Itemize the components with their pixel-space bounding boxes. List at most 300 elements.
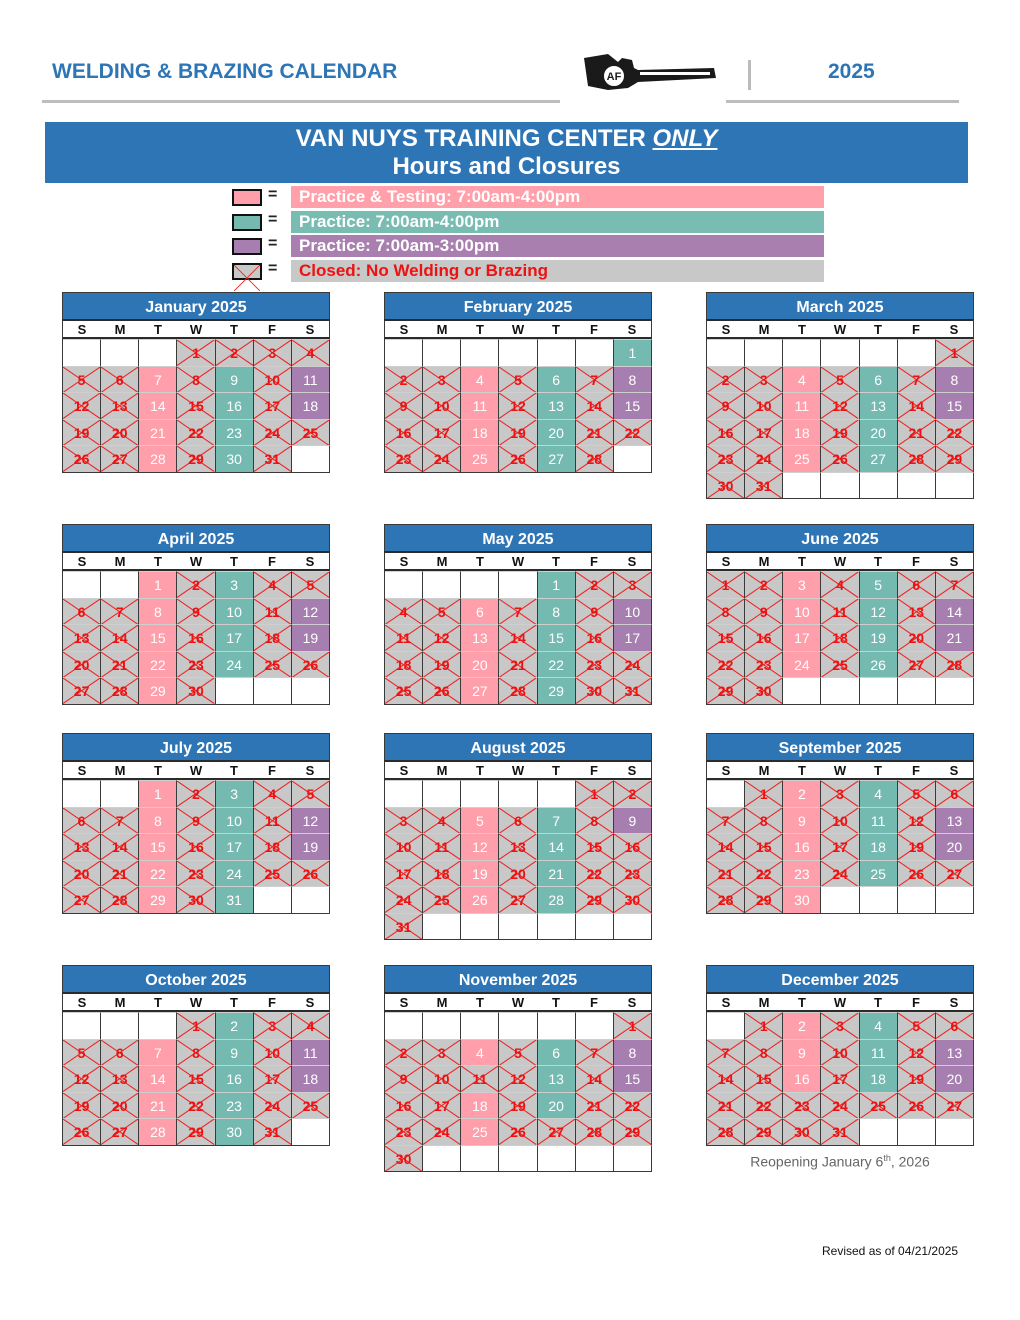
day-number: 30	[226, 451, 242, 467]
weekday-header	[384, 992, 652, 1012]
empty-day-cell	[101, 1012, 139, 1039]
day-number: 30	[188, 683, 204, 699]
day-cell-teal	[860, 624, 898, 651]
day-number: 28	[150, 1124, 166, 1140]
day-number: 11	[870, 1044, 886, 1061]
empty-day-cell	[614, 445, 652, 472]
day-cell-pink	[461, 419, 499, 446]
day-cell-closed	[936, 339, 974, 366]
day-number: 7	[590, 371, 599, 388]
weekday-label: F	[268, 995, 276, 1010]
empty-day-cell	[423, 1012, 461, 1039]
legend	[228, 185, 824, 283]
day-cell-teal	[860, 571, 898, 598]
day-number: 15	[755, 839, 772, 855]
day-cell-closed	[177, 651, 215, 678]
weekday-label: W	[511, 554, 525, 569]
day-cell-closed	[63, 366, 101, 393]
day-number: 6	[475, 603, 484, 620]
day-cell-closed	[898, 1012, 936, 1039]
month-days	[384, 339, 652, 473]
day-number: 15	[188, 1071, 204, 1087]
day-number: 10	[624, 603, 641, 620]
day-cell-closed	[576, 807, 614, 834]
day-number: 24	[226, 656, 242, 673]
day-number: 7	[115, 812, 124, 829]
day-cell-closed	[101, 677, 139, 704]
weekday-label: S	[721, 763, 731, 778]
day-number: 24	[832, 1097, 848, 1114]
day-cell-closed	[499, 886, 537, 913]
day-cell-pink	[461, 677, 499, 704]
weekday-label: S	[77, 554, 87, 569]
day-cell-pink	[461, 624, 499, 651]
weekday-label: S	[77, 322, 87, 337]
day-number: 25	[302, 1097, 319, 1114]
day-number: 26	[433, 683, 450, 699]
day-number: 1	[628, 1018, 637, 1034]
day-cell-closed	[576, 366, 614, 393]
empty-day-cell	[936, 677, 974, 704]
day-number: 19	[302, 630, 319, 646]
day-number: 13	[908, 603, 925, 620]
day-cell-closed	[177, 445, 215, 472]
day-cell-purple	[936, 833, 974, 860]
day-cell-closed	[821, 860, 859, 887]
empty-day-cell	[860, 472, 898, 499]
day-number: 3	[836, 1018, 844, 1034]
day-number: 3	[230, 577, 239, 593]
day-number: 9	[399, 1071, 408, 1087]
day-cell-closed	[745, 1065, 783, 1092]
day-number: 4	[268, 577, 277, 593]
day-cell-closed	[254, 366, 292, 393]
day-cell-closed	[177, 571, 215, 598]
day-number: 10	[832, 1044, 848, 1061]
day-cell-closed	[63, 807, 101, 834]
day-cell-purple	[614, 624, 652, 651]
day-number: 1	[552, 577, 561, 593]
day-number: 4	[797, 371, 806, 388]
day-cell-teal	[216, 366, 254, 393]
day-number: 10	[264, 1044, 281, 1061]
day-number: 21	[717, 1097, 734, 1114]
day-number: 9	[797, 1044, 806, 1061]
day-cell-closed	[936, 419, 974, 446]
weekday-label: M	[758, 322, 770, 337]
day-cell-closed	[461, 1065, 499, 1092]
month-title: November 2025	[384, 965, 652, 992]
day-number: 5	[475, 812, 484, 829]
day-number: 8	[628, 371, 637, 388]
day-number: 22	[624, 1097, 641, 1114]
day-number: 9	[797, 812, 806, 829]
day-number: 31	[624, 683, 641, 699]
day-number: 26	[472, 892, 488, 908]
day-cell-closed	[707, 677, 745, 704]
day-number: 2	[399, 1044, 408, 1061]
month-days	[706, 571, 974, 705]
day-number: 18	[302, 398, 319, 414]
day-number: 11	[434, 839, 450, 855]
day-cell-closed	[423, 886, 461, 913]
month-title: December 2025	[706, 965, 974, 992]
banner-emphasis: ONLY	[652, 125, 718, 152]
day-cell-teal	[538, 366, 576, 393]
empty-day-cell	[499, 1145, 537, 1172]
day-number: 9	[628, 812, 637, 829]
empty-day-cell	[423, 913, 461, 940]
day-cell-closed	[101, 445, 139, 472]
day-number: 19	[73, 1097, 90, 1114]
day-cell-closed	[385, 860, 423, 887]
day-number: 15	[624, 398, 641, 414]
day-cell-pink	[783, 366, 821, 393]
day-number: 4	[399, 603, 408, 620]
day-cell-closed	[499, 1118, 537, 1145]
day-number: 2	[759, 577, 768, 593]
day-cell-closed	[101, 1118, 139, 1145]
day-number: 31	[395, 918, 412, 935]
day-cell-pink	[783, 598, 821, 625]
empty-day-cell	[499, 913, 537, 940]
day-number: 20	[111, 1097, 128, 1114]
day-number: 17	[832, 839, 848, 855]
empty-day-cell	[423, 1145, 461, 1172]
day-cell-teal	[538, 833, 576, 860]
day-number: 25	[472, 451, 488, 467]
day-number: 3	[836, 786, 844, 802]
day-cell-pink	[461, 1118, 499, 1145]
day-cell-pink	[461, 392, 499, 419]
empty-day-cell	[898, 1118, 936, 1145]
day-number: 16	[226, 398, 242, 414]
day-cell-closed	[745, 886, 783, 913]
weekday-label: T	[798, 554, 806, 569]
day-number: 5	[514, 371, 522, 388]
day-cell-closed	[63, 598, 101, 625]
day-cell-closed	[101, 1065, 139, 1092]
day-cell-closed	[707, 807, 745, 834]
month-calendar	[62, 965, 330, 1146]
day-number: 27	[111, 1124, 128, 1140]
legend-equals: =	[268, 235, 278, 252]
day-cell-closed	[385, 1118, 423, 1145]
weekday-label: T	[154, 763, 162, 778]
day-cell-closed	[576, 1039, 614, 1066]
day-number: 7	[721, 1044, 730, 1061]
day-cell-closed	[423, 1065, 461, 1092]
revised-date: Revised as of 04/21/2025	[822, 1244, 959, 1258]
day-number: 26	[73, 1124, 90, 1140]
day-cell-closed	[254, 1039, 292, 1066]
day-cell-pink	[461, 366, 499, 393]
day-cell-closed	[745, 1092, 783, 1119]
empty-day-cell	[860, 886, 898, 913]
day-number: 22	[946, 424, 963, 441]
day-number: 28	[908, 451, 925, 467]
day-cell-pink	[139, 860, 177, 887]
header-rule	[42, 100, 560, 103]
weekday-label: W	[833, 995, 847, 1010]
day-cell-closed	[385, 651, 423, 678]
day-cell-closed	[576, 571, 614, 598]
day-cell-closed	[177, 833, 215, 860]
weekday-label: F	[268, 554, 276, 569]
day-number: 12	[433, 630, 450, 646]
day-cell-closed	[292, 339, 330, 366]
day-cell-pink	[461, 651, 499, 678]
day-cell-closed	[936, 1092, 974, 1119]
day-number: 25	[794, 451, 810, 467]
day-number: 8	[590, 812, 599, 829]
day-number: 5	[912, 1018, 921, 1034]
day-cell-teal	[216, 1065, 254, 1092]
day-cell-teal	[538, 445, 576, 472]
day-cell-closed	[614, 1012, 652, 1039]
day-number: 12	[832, 398, 848, 414]
day-number: 1	[950, 345, 959, 361]
empty-day-cell	[576, 339, 614, 366]
empty-day-cell	[385, 1012, 423, 1039]
empty-day-cell	[461, 571, 499, 598]
day-cell-closed	[254, 598, 292, 625]
day-cell-closed	[423, 366, 461, 393]
empty-day-cell	[101, 339, 139, 366]
day-number: 9	[192, 812, 200, 829]
day-number: 16	[624, 839, 641, 855]
day-number: 29	[755, 1124, 772, 1140]
day-number: 22	[717, 656, 734, 673]
day-cell-closed	[292, 780, 330, 807]
weekday-label: W	[189, 554, 203, 569]
empty-day-cell	[576, 1145, 614, 1172]
empty-day-cell	[216, 677, 254, 704]
day-number: 4	[437, 812, 446, 829]
day-cell-closed	[292, 1092, 330, 1119]
day-cell-closed	[63, 651, 101, 678]
day-number: 6	[912, 577, 921, 593]
day-cell-teal	[216, 1039, 254, 1066]
empty-day-cell	[461, 1145, 499, 1172]
day-cell-closed	[177, 339, 215, 366]
day-number: 30	[395, 1150, 412, 1167]
day-number: 22	[150, 656, 166, 673]
empty-day-cell	[63, 1012, 101, 1039]
weekday-label: S	[627, 322, 637, 337]
weekday-label: T	[798, 322, 806, 337]
day-cell-teal	[216, 780, 254, 807]
day-cell-closed	[745, 445, 783, 472]
day-cell-closed	[707, 445, 745, 472]
day-number: 10	[226, 812, 242, 829]
day-cell-closed	[898, 571, 936, 598]
day-cell-teal	[538, 1092, 576, 1119]
day-number: 17	[794, 630, 810, 646]
day-cell-closed	[707, 366, 745, 393]
day-cell-closed	[707, 860, 745, 887]
day-number: 8	[552, 603, 561, 620]
day-number: 16	[188, 630, 204, 646]
day-number: 19	[908, 1071, 925, 1087]
day-number: 18	[870, 1071, 886, 1087]
day-cell-closed	[63, 1118, 101, 1145]
day-cell-teal	[216, 624, 254, 651]
day-cell-closed	[783, 1118, 821, 1145]
day-number: 29	[586, 892, 603, 908]
day-cell-closed	[576, 1092, 614, 1119]
day-number: 8	[950, 371, 959, 388]
day-number: 19	[870, 630, 886, 646]
day-cell-closed	[745, 1118, 783, 1145]
day-number: 20	[73, 656, 90, 673]
day-number: 3	[437, 1044, 446, 1061]
day-cell-teal	[216, 392, 254, 419]
day-cell-closed	[860, 1092, 898, 1119]
day-number: 26	[870, 656, 886, 673]
weekday-label: W	[189, 995, 203, 1010]
day-cell-closed	[783, 1092, 821, 1119]
weekday-label: T	[874, 763, 882, 778]
day-cell-closed	[177, 1092, 215, 1119]
day-cell-pink	[783, 780, 821, 807]
empty-day-cell	[898, 472, 936, 499]
legend-label: Practice: 7:00am-4:00pm	[291, 211, 824, 233]
day-number: 4	[475, 371, 484, 388]
legend-equals: =	[268, 210, 278, 228]
day-cell-closed	[745, 860, 783, 887]
day-cell-purple	[292, 366, 330, 393]
day-cell-closed	[745, 1012, 783, 1039]
weekday-label: F	[590, 322, 598, 337]
weekday-label: T	[874, 322, 882, 337]
day-cell-teal	[538, 1065, 576, 1092]
day-number: 24	[755, 451, 772, 467]
weekday-label: M	[436, 763, 448, 778]
month-title: April 2025	[62, 524, 330, 551]
weekday-header	[384, 760, 652, 780]
day-number: 2	[590, 577, 599, 593]
day-cell-closed	[576, 780, 614, 807]
day-cell-closed	[101, 860, 139, 887]
day-cell-purple	[936, 366, 974, 393]
day-number: 17	[395, 865, 412, 882]
day-number: 8	[153, 812, 162, 829]
empty-day-cell	[461, 1012, 499, 1039]
day-number: 11	[264, 603, 280, 620]
day-cell-closed	[254, 419, 292, 446]
day-cell-pink	[783, 392, 821, 419]
day-cell-closed	[898, 807, 936, 834]
day-number: 5	[437, 603, 446, 620]
legend-equals: =	[268, 259, 278, 277]
day-number: 4	[836, 577, 844, 593]
day-number: 15	[624, 1071, 641, 1087]
day-cell-closed	[499, 624, 537, 651]
day-number: 14	[111, 630, 128, 646]
day-number: 6	[514, 812, 522, 829]
day-cell-closed	[63, 419, 101, 446]
day-cell-closed	[898, 1039, 936, 1066]
day-number: 27	[111, 451, 128, 467]
day-number: 9	[399, 398, 408, 414]
day-number: 2	[399, 371, 408, 388]
day-cell-teal	[216, 886, 254, 913]
day-number: 1	[153, 786, 162, 802]
day-number: 6	[552, 371, 561, 388]
day-cell-closed	[292, 571, 330, 598]
day-cell-teal	[860, 1012, 898, 1039]
day-cell-closed	[614, 677, 652, 704]
day-cell-closed	[292, 419, 330, 446]
day-cell-closed	[936, 445, 974, 472]
day-number: 5	[514, 1044, 522, 1061]
month-days	[384, 571, 652, 705]
day-cell-teal	[538, 886, 576, 913]
day-number: 25	[302, 424, 319, 441]
day-cell-closed	[745, 1039, 783, 1066]
legend-label: Practice & Testing: 7:00am-4:00pm	[291, 186, 824, 208]
day-cell-closed	[898, 1065, 936, 1092]
day-number: 18	[302, 1071, 319, 1087]
day-number: 15	[548, 630, 564, 646]
day-cell-pink	[783, 445, 821, 472]
day-number: 22	[188, 424, 204, 441]
month-calendar	[384, 524, 652, 705]
month-days	[706, 339, 974, 499]
empty-day-cell	[745, 339, 783, 366]
day-cell-closed	[254, 339, 292, 366]
day-number: 23	[188, 656, 204, 673]
day-cell-pink	[783, 807, 821, 834]
day-cell-purple	[614, 392, 652, 419]
day-number: 14	[111, 839, 128, 855]
weekday-header	[706, 319, 974, 339]
day-number: 19	[832, 424, 848, 441]
day-cell-closed	[177, 1065, 215, 1092]
weekday-header	[706, 992, 974, 1012]
day-number: 11	[832, 603, 848, 620]
day-cell-closed	[707, 392, 745, 419]
day-number: 23	[794, 865, 810, 882]
weekday-label: S	[77, 763, 87, 778]
day-number: 31	[264, 1124, 281, 1140]
empty-day-cell	[292, 445, 330, 472]
day-number: 17	[624, 630, 641, 646]
empty-day-cell	[499, 780, 537, 807]
day-number: 12	[302, 812, 319, 829]
day-number: 30	[624, 892, 641, 908]
empty-day-cell	[461, 339, 499, 366]
empty-day-cell	[614, 913, 652, 940]
day-cell-purple	[936, 598, 974, 625]
day-number: 21	[717, 865, 734, 882]
day-cell-closed	[101, 807, 139, 834]
day-cell-closed	[385, 913, 423, 940]
day-cell-closed	[707, 1039, 745, 1066]
day-cell-closed	[177, 624, 215, 651]
day-cell-pink	[139, 571, 177, 598]
day-cell-closed	[177, 807, 215, 834]
day-number: 10	[794, 603, 810, 620]
day-cell-closed	[576, 1118, 614, 1145]
day-number: 7	[153, 371, 162, 388]
day-cell-closed	[177, 1118, 215, 1145]
month-days	[62, 571, 330, 705]
empty-day-cell	[423, 571, 461, 598]
day-cell-closed	[385, 366, 423, 393]
day-cell-closed	[745, 780, 783, 807]
